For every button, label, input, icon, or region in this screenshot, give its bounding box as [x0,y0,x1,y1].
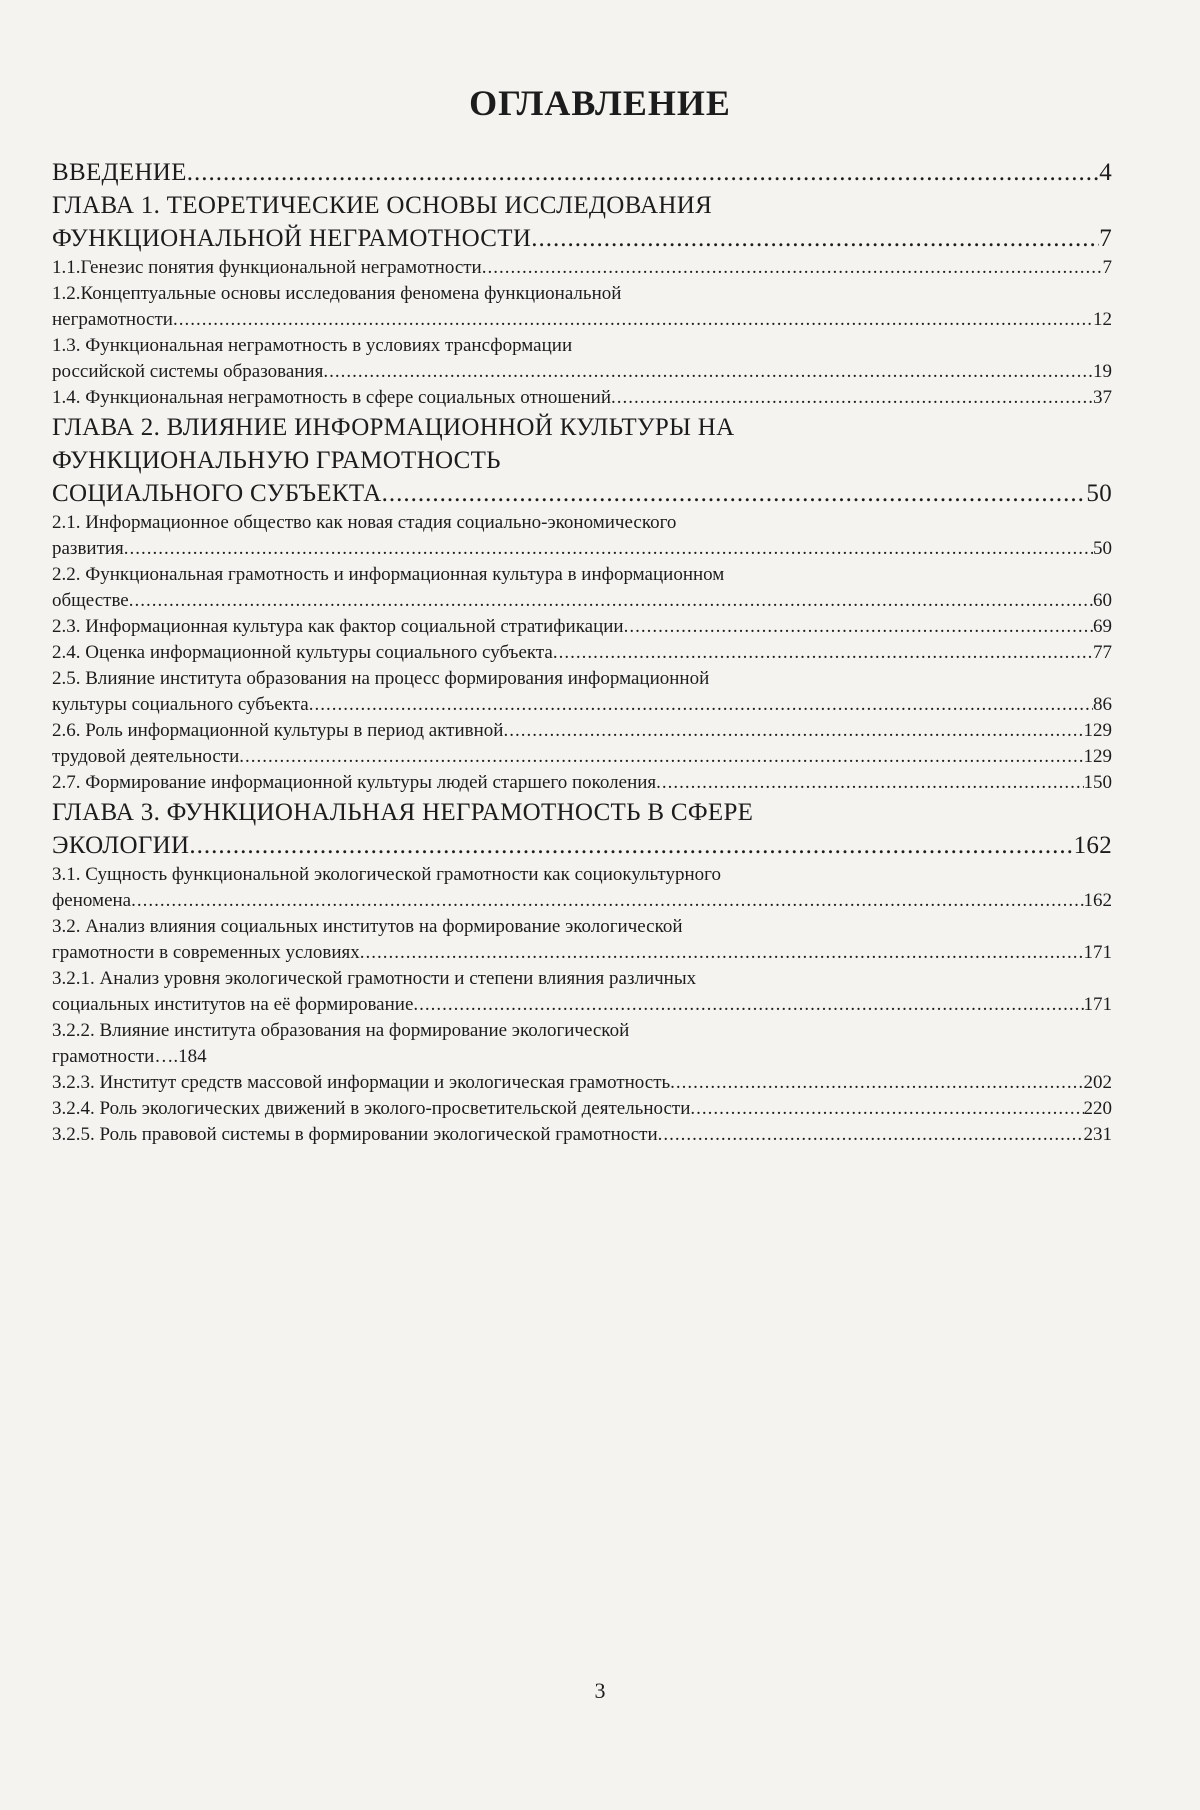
toc-section-entry [52,666,1112,718]
toc-entry-title: 2.3. Информационная культура как фактор социальной стратификации [52,616,624,637]
dot-leader [382,477,1087,510]
toc-section-entry [52,1122,1112,1148]
toc-chapter-entry [52,156,1112,189]
toc-section-entry [52,914,1112,966]
toc-entry-title: ВВЕДЕНИЕ [52,159,187,186]
page-title: ОГЛАВЛЕНИЕ [469,83,731,123]
table-of-contents [52,156,1112,1148]
toc-section-entry [52,255,1112,281]
dot-leader [173,307,1093,333]
toc-entry-row [52,385,1112,411]
toc-entry-row [52,156,1112,189]
toc-entry-row [52,477,1112,510]
toc-entry-title: грамотности в современных условиях [52,942,360,963]
toc-entry-title: ЭКОЛОГИИ [52,832,190,859]
toc-entry-line: ФУНКЦИОНАЛЬНУЮ ГРАМОТНОСТЬ [52,447,501,474]
toc-entry-title: обществе [52,590,129,611]
toc-entry-row [52,1070,1112,1096]
dot-leader [624,614,1093,640]
toc-entry-title: 3.2.3. Институт средств массовой информации и экологическая грамотность [52,1072,671,1093]
dot-leader [131,888,1083,914]
toc-entry-line: 3.2.2. Влияние института образования на формирование экологической [52,1020,630,1041]
toc-page-number: 171 [1083,994,1112,1015]
toc-entry-line: грамотности….184 [52,1046,207,1067]
toc-section-entry [52,744,1112,770]
toc-entry-row [52,588,1112,614]
toc-page-number: 231 [1083,1124,1112,1145]
dot-leader [553,640,1093,666]
toc-section-entry [52,718,1112,744]
toc-entry-line: 1.2.Концептуальные основы исследования феномена функциональной [52,283,622,304]
toc-entry-row [52,718,1112,744]
toc-entry-line: 2.5. Влияние института образования на процесс формирования информационной [52,668,710,689]
toc-entry-title: 1.4. Функциональная неграмотность в сфере социальных отношений [52,387,611,408]
toc-entry-row [52,692,1112,718]
dot-leader [189,829,1073,862]
toc-page-number: 162 [1083,890,1112,911]
dot-leader [482,255,1103,281]
toc-page-number: 7 [1099,225,1112,252]
dot-leader [670,1070,1083,1096]
toc-page-number: 4 [1099,159,1112,186]
toc-section-entry [52,640,1112,666]
toc-section-entry [52,862,1112,914]
toc-entry-row [52,222,1112,255]
toc-page-number: 202 [1083,1072,1112,1093]
toc-section-entry [52,614,1112,640]
toc-entry-title: неграмотности [52,309,173,330]
toc-section-entry [52,1018,1112,1070]
dot-leader [129,588,1093,614]
toc-entry-title: феномена [52,890,132,911]
dot-leader [187,156,1099,189]
toc-entry-title: 1.1.Генезис понятия функциональной неграмотности [52,257,482,278]
toc-page-number: 220 [1083,1098,1112,1119]
toc-entry-row [52,1096,1112,1122]
toc-entry-title: трудовой деятельности [52,746,240,767]
toc-entry-title: СОЦИАЛЬНОГО СУБЪЕКТА [52,480,382,507]
toc-entry-row [52,536,1112,562]
toc-entry-row [52,359,1112,385]
toc-entry-line: ГЛАВА 3. ФУНКЦИОНАЛЬНАЯ НЕГРАМОТНОСТЬ В СФЕРЕ [52,799,754,826]
toc-entry-title: российской системы образования [52,361,324,382]
toc-entry-line: ГЛАВА 2. ВЛИЯНИЕ ИНФОРМАЦИОННОЙ КУЛЬТУРЫ НА [52,414,735,441]
dot-leader [323,359,1093,385]
toc-entry-title: 2.7. Формирование информационной культуры людей старшего поколения [52,772,657,793]
toc-entry-row [52,744,1112,770]
toc-section-entry [52,770,1112,796]
toc-page-number: 50 [1093,538,1112,559]
dot-leader [611,385,1093,411]
toc-entry-row [52,940,1112,966]
toc-entry-line: ГЛАВА 1. ТЕОРЕТИЧЕСКИЕ ОСНОВЫ ИССЛЕДОВАНИЯ [52,192,713,219]
toc-page-number: 12 [1093,309,1112,330]
toc-section-entry [52,1070,1112,1096]
dot-leader [503,718,1083,744]
toc-entry-line: 3.2. Анализ влияния социальных институтов на формирование экологической [52,916,683,937]
toc-section-entry [52,281,1112,333]
toc-page-number: 86 [1093,694,1112,715]
toc-entry-title: 3.2.4. Роль экологических движений в эколого-просветительской деятельности [52,1098,691,1119]
toc-entry-row [52,1122,1112,1148]
toc-entry-title: ФУНКЦИОНАЛЬНОЙ НЕГРАМОТНОСТИ [52,225,532,252]
toc-page-number: 162 [1073,832,1112,859]
toc-page-number: 150 [1083,772,1112,793]
toc-section-entry [52,1096,1112,1122]
toc-entry-title: 2.4. Оценка информационной культуры социального субъекта [52,642,553,663]
toc-entry-row [52,992,1112,1018]
toc-entry-title: социальных институтов на её формирование [52,994,414,1015]
toc-page-number: 77 [1093,642,1112,663]
dot-leader [656,770,1083,796]
toc-chapter-entry [52,796,1112,862]
toc-entry-line: 1.3. Функциональная неграмотность в условиях трансформации [52,335,573,356]
toc-entry-title: культуры социального субъекта [52,694,309,715]
toc-section-entry [52,510,1112,562]
toc-entry-row [52,829,1112,862]
toc-chapter-entry [52,411,1112,510]
dot-leader [413,992,1083,1018]
dot-leader [360,940,1084,966]
toc-page-number: 129 [1083,720,1112,741]
toc-entry-line: 3.1. Сущность функциональной экологической грамотности как социокультурного [52,864,721,885]
toc-page-number: 69 [1093,616,1112,637]
toc-page-number: 60 [1093,590,1112,611]
toc-page-number: 129 [1083,746,1112,767]
toc-chapter-entry [52,189,1112,255]
dot-leader [239,744,1083,770]
toc-page-number: 7 [1102,257,1112,278]
toc-entry-row [52,255,1112,281]
toc-page-number: 50 [1086,480,1112,507]
toc-entry-title: 3.2.5. Роль правовой системы в формировании экологической грамотности [52,1124,658,1145]
toc-entry-row [52,614,1112,640]
toc-entry-row [52,888,1112,914]
toc-entry-title: 2.6. Роль информационной культуры в период активной [52,720,504,741]
dot-leader [658,1122,1084,1148]
toc-section-entry [52,385,1112,411]
dot-leader [531,222,1099,255]
toc-page-number: 171 [1083,942,1112,963]
page-number: 3 [594,1678,606,1703]
toc-section-entry [52,562,1112,614]
toc-entry-line: 2.1. Информационное общество как новая стадия социально-экономического [52,512,677,533]
toc-entry-line: 3.2.1. Анализ уровня экологической грамотности и степени влияния различных [52,968,697,989]
toc-section-entry [52,966,1112,1018]
toc-page-number: 37 [1093,387,1112,408]
dot-leader [309,692,1093,718]
toc-entry-line: 2.2. Функциональная грамотность и информационная культура в информационном [52,564,725,585]
toc-entry-row [52,770,1112,796]
toc-entry-title: развития [52,538,124,559]
dot-leader [690,1096,1083,1122]
toc-section-entry [52,333,1112,385]
toc-page-number: 19 [1093,361,1112,382]
toc-entry-row [52,307,1112,333]
dot-leader [124,536,1093,562]
toc-entry-row [52,640,1112,666]
